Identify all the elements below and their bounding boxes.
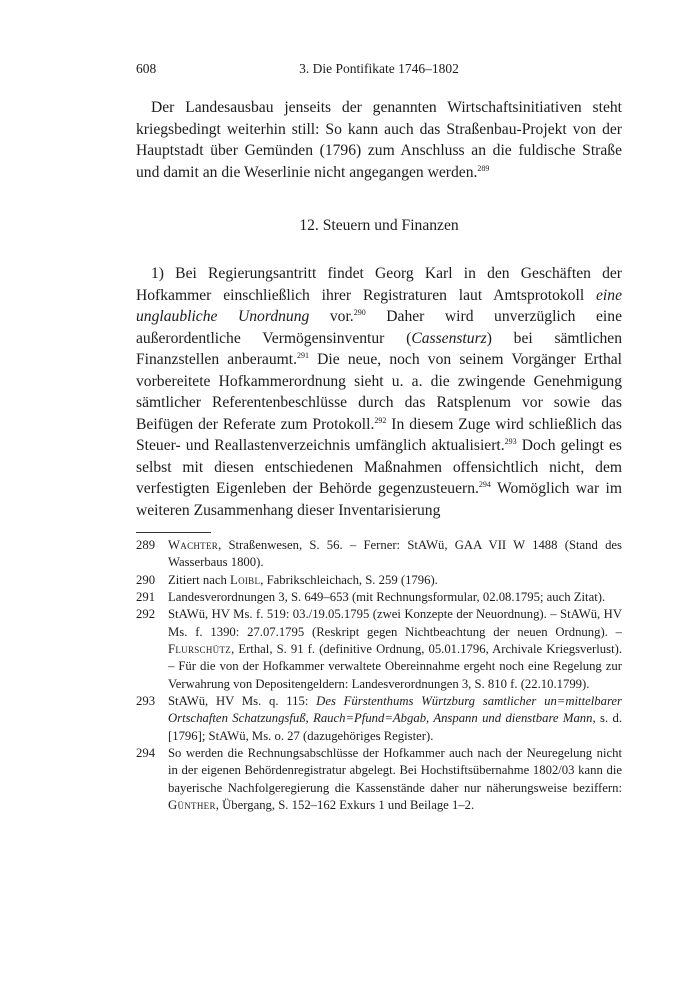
page-header bbox=[136, 61, 622, 79]
paragraph-text: vor. bbox=[309, 308, 354, 325]
footnote-ref-290: 290 bbox=[353, 308, 366, 317]
paragraph-steuern bbox=[136, 263, 622, 521]
paragraph-landesausbau bbox=[136, 97, 622, 183]
footnote-number: 289 bbox=[136, 538, 156, 552]
paragraph-text: 1) Bei Regierungsantritt findet Georg Karl in den Geschäften der Hofkammer einschließlich ihrer Registraturen laut Amtsprotokoll bbox=[136, 265, 622, 304]
footnote-text: Landesverordnungen 3, S. 649–653 (mit Rechnungsformular, 02.08.1795; auch Zitat). bbox=[168, 590, 606, 605]
section-heading: 12. Steuern und Finanzen bbox=[299, 217, 459, 234]
footnote-author: Wachter bbox=[168, 538, 219, 552]
footnote-293 bbox=[136, 693, 622, 745]
paragraph-text: Der Landesausbau jenseits der genannten Wirtschaftsinitiativen steht kriegsbedingt weiterhin still: So kann auch das Straßenbau-Projekt von der Hauptstadt über Gemünden (1796) zum Anschluss an die fuldische Straße und damit an die Weserlinie nicht angegangen werden. bbox=[136, 99, 622, 181]
footnote-author: Flurschütz bbox=[168, 642, 232, 657]
footnote-ref-291: 291 bbox=[297, 351, 310, 360]
footnote-text: Zitiert nach bbox=[168, 572, 231, 587]
footnote-author: Loibl bbox=[230, 572, 261, 587]
footnote-author: Günther bbox=[168, 798, 216, 813]
footnote-289 bbox=[136, 537, 622, 572]
footnote-number: 293 bbox=[136, 694, 156, 709]
footnote-text: StAWü, HV Ms. f. 519: 03./19.05.1795 (zwei Konzepte der Neuordnung). – StAWü, HV Ms. f. 1390: 27.07.1795 (Reskript gegen Nichtbeachtung der neuen Ordnung). – bbox=[168, 607, 622, 639]
paragraph-text: ) bei sämtlichen Finanzstellen anberaumt. bbox=[136, 329, 622, 368]
footnote-ref-289: 289 bbox=[477, 163, 490, 173]
footnote-290 bbox=[136, 572, 622, 589]
footnote-text: , Erthal, S. 91 f. (definitive Ordnung, 05.01.1796, Archivale Kriegsverlust). – Für die von der Hofkammer verwaltete Obereinnahme ergeht noch eine Regelung zur Verwahrung von Depositengeldern: Landesverordnungen 3, S. 810 f. (22.10.1799). bbox=[168, 642, 622, 691]
footnote-text: , Fabrikschleichach, S. 259 (1796). bbox=[260, 572, 438, 587]
footnote-number: 292 bbox=[136, 607, 156, 622]
footnote-ref-292: 292 bbox=[374, 415, 387, 425]
footnote-text: StAWü, HV Ms. q. 115: bbox=[168, 694, 317, 709]
footnote-title-italic: Des Fürstenthums Würtzburg samtlicher un=mittelbarer Ortschaften Schatzungsfuß, Rauch=Pfund=Abgab, Anspann und dienstbare Mann bbox=[168, 694, 622, 726]
paragraph-text: Die neue, noch von seinem Vorgänger Erthal vorbereitete Hofkammerordnung sieht u. a. die zwingende Genehmigung sämtlicher Referentenbeschlüsse durch das Ratsplenum vor sowie das Beifügen der Referate zum Protokoll. bbox=[136, 351, 622, 433]
paragraph-text: Womöglich war im weiteren Zusammenhang dieser Inventarisierung bbox=[136, 480, 622, 519]
footnote-text: So werden die Rechnungsabschlüsse der Hofkammer auch nach der Neuregelung nicht in der eigenen Behördenregistratur abgelegt. Bei Hochstiftsübernahme 1802/03 kann die bayerische Nachfolgeregierung die Kassenstände daher nur näherungsweise beziffern: bbox=[168, 746, 622, 795]
footnote-text: , Straßenwesen, S. 56. – Ferner: StAWü, GAA VII W 1488 (Stand des Wasserbaus 1800). bbox=[168, 538, 622, 570]
running-title: 3. Die Pontifikate 1746–1802 bbox=[299, 61, 459, 76]
footnote-ref-293: 293 bbox=[504, 437, 517, 446]
footnote-292 bbox=[136, 606, 622, 693]
footnote-text: , Übergang, S. 152–162 Exkurs 1 und Beilage 1–2. bbox=[215, 798, 475, 813]
footnote-divider bbox=[136, 532, 211, 533]
footnote-number: 291 bbox=[136, 590, 156, 605]
quote-italic: eine unglaubliche Unordnung bbox=[136, 286, 622, 325]
footnote-294 bbox=[136, 745, 622, 814]
paragraph-text: Doch gelingt es selbst mit diesen entschiedenen Maßnahmen offensichtlich nicht, dem verfestigten Eigenleben der Behörde gegenzusteuern. bbox=[136, 437, 622, 497]
footnote-number: 294 bbox=[136, 746, 156, 761]
footnotes bbox=[136, 537, 622, 815]
footnote-ref-294: 294 bbox=[478, 480, 491, 489]
term-italic: Cassensturz bbox=[411, 329, 487, 347]
paragraph-text: Daher wird unverzüglich eine außerordentliche Vermögensinventur ( bbox=[136, 308, 622, 347]
paragraph-text: In diesem Zuge wird schließlich das Steuer- und Reallastenverzeichnis umfänglich aktualisiert. bbox=[136, 415, 623, 454]
footnote-291 bbox=[136, 589, 622, 606]
page-number: 608 bbox=[136, 61, 157, 76]
footnote-number: 290 bbox=[136, 572, 156, 587]
footnote-text: , s. d. [1796]; StAWü, Ms. o. 27 (dazugehöriges Register). bbox=[168, 711, 622, 743]
